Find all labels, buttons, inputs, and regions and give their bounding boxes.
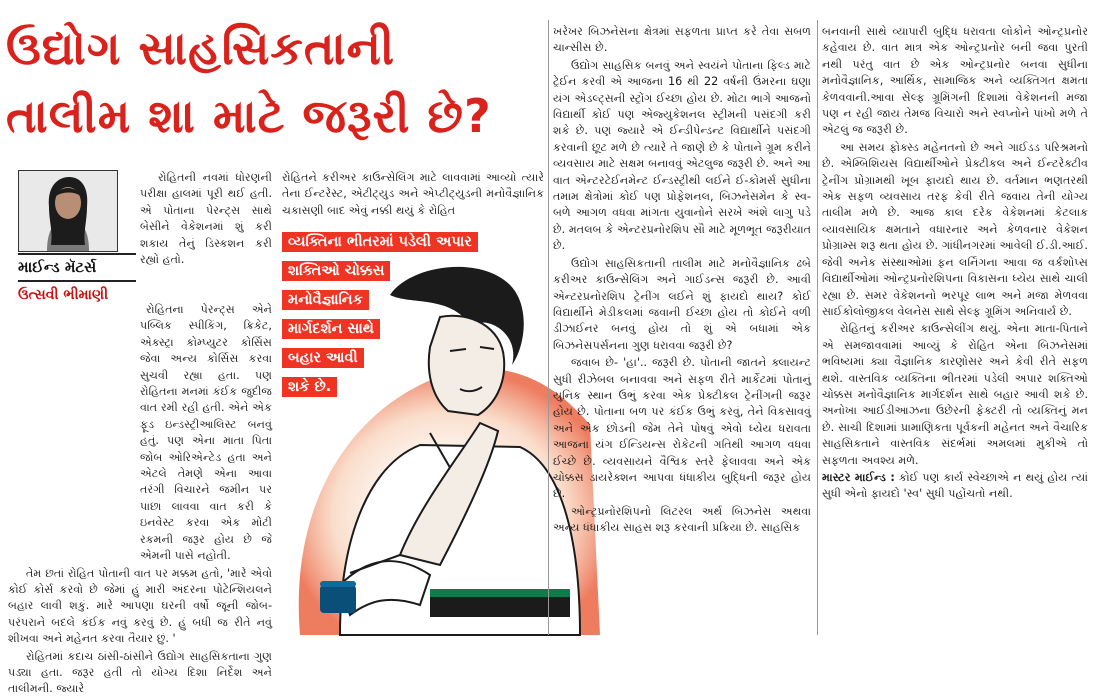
paragraph: રોહિતને કરીઅર કાઉન્સેલિંગ માટે લાવવામાં આવ્યો ત્યારે તેના ઈન્ટરેસ્ટ, એટીટ્યુડ અને એપ્ટીટ્યુડની મનોવૈજ્ઞાનિક ચકાસણી બાદ એવું નક્કી થયું કે રોહિત (282, 171, 544, 217)
paragraph: રોહિતની નવમાં ધોરણની પરીક્ષા હાલમાં પૂરી થઈ હતી. એ પોતાના પેરન્ટ્સ સાથે બેસીને વેકેશનમાં શું કરી શકાય તેનું ડિસ્કશન કરી રહ્યો હતો. (140, 171, 272, 267)
column-divider (548, 20, 549, 635)
column-4 (822, 24, 1088, 636)
footer-label: માસ્ટર માઈન્ડ : (822, 470, 895, 484)
headline (6, 14, 551, 150)
author-rule-mid (18, 280, 136, 282)
paragraph: બનવાની સાથે વ્યાપારી બુદ્ધિ ધરાવતા લોકોને ઓન્ટ્રપ્રનોર કહેવાય છે. વાત માત્ર એક ઓન્ટ્રપ્રનોર બની જવા પુરતી નથી પરંતુ વાત છે એક ઓન્ટ્રપ્રનોર બનવા સુધીના મનોવૈજ્ઞાનિક, આર્થિક, સામાજિક અને વ્યક્તિગત ક્ષમતા કેળવવાની.આવા સેલ્ફ ગ્રૂમિંગની દિશામાં વેકેશનની મજા પણ ન રહી જાય તેમજ વિચારો અને સ્વપ્નોને પાંખો મળે તે એટલું જ જરૂરી છે. (822, 25, 1088, 137)
pull-quote-line: શકે છે. (282, 377, 337, 397)
author-name: ઉત્સવી ભીમાણી (18, 287, 109, 303)
pull-quote-line: વ્યક્તિના ભીતરમાં પડેલી અપાર (282, 232, 478, 252)
column-divider (817, 20, 818, 635)
pull-quote (282, 228, 550, 402)
paragraph: જવાબ છે- 'હા'.. જરૂરી છે. પોતાની જાતને ક્લાયન્ટ સુધી રીઝેબલ બનાવવા અને સફળ રીતે માર્કેટમાં પોતાનું યુનિક સ્થાન ઉભું કરવા એક પ્રેક્ટીકલ ટ્રેનીંગની જરૂર હોય છે. પોતાના બળ પર કંઈક ઉભું કરવું, તેને વિકસાવવું અને એક છોડની જેમ તેને પોષવું એવો ધ્યેય ધરાવતા આજના યંગ ઈન્ડિયન્સ રોકેટની ગતિથી આગળ વધવા ઈચ્છે છે. વ્યવસાયને વૈશ્વિક સ્તરે ફેલાવવા અને એક ચોક્કસ ડાયરેક્શન આપવા ધંધાકીય બુદ્ધિની જરૂર હોય છે. (553, 356, 811, 501)
paragraph: રોહિતના પેરન્ટ્સ એને પબ્લિક સ્પીકિંગ, ક્રિકેટ, એક્સ્ટ્રા કોમ્પ્યુટર કોર્સિસ જેવા અન્ય કોર્સિસ કરવા સુચવી રહ્યા હતા. પણ રોહિતના મનમાં કંઈક જુદીજ વાત રમી રહી હતી. એને એક ફૂડ ઇન્ડસ્ટ્રીઆલિસ્ટ બનવું હતું. પણ એના માતા પિતા જોબ ઓરિએન્ટેડ હતા અને એટલે તેમણે એના આવા તરંગી વિચારને જમીન પર પાછા લાવવા વાત કરી કે ઇનવેસ્ટ કરવા એક મોટી રકમની જરૂર હોય છે જે એમની પાસે નહોતી. (140, 303, 272, 563)
footer-text: કોઈ પણ કાર્ય સ્વેચ્છાએ ન થયું હોય ત્યાં સુધી એનો ફાયદો 'સ્વ' સુધી પહોંચતો નથી. (822, 470, 1089, 501)
pull-quote-line: શક્તિઓ ચોક્કસ (282, 261, 390, 281)
author-portrait-image (19, 171, 117, 251)
column-3 (553, 24, 811, 636)
pull-quote-line: બહાર આવી (282, 348, 364, 368)
paragraph: રોહિતમાં કદાચ ઠાંસી-ઠાંસીને ઉદ્યોગ સાહસિકતાના ગુણ પડ્યા હતા. જરૂર હતી તો યોગ્ય દિશા નિર્દેશ અને તાલીમની. જ્યારે (8, 649, 272, 696)
paragraph: તેમ છતાં રોહિત પોતાની વાત પર મક્કમ હતો, 'મારે એવો કોઈ કોર્સ કરવો છે જેમાં હું મારી અંદરના પોટેન્શિયલને બહાર લાવી શકું. મારે આપણા ઘરની વર્ષો જૂની જોબ-પરંપરાને બદલે કંઈક નવું કરવું છે. હું બધી જ રીતે નવું શીખવા અને મહેનત કરવા તૈયાર છું. ' (8, 566, 272, 646)
author-photo (18, 170, 118, 252)
column-1-beside-photo (140, 170, 272, 267)
paragraph: ઉદ્યોગ સાહસિક બનવું અને સ્વયંને પોતાના ફિલ્ડ માટે ટ્રેઈન કરવી એ આજના 16 થી 22 વર્ષની ઉંમરના ઘણા યંગ એડલ્ટ્સની સ્ટ્રોંગ ઈચ્છા હોય છે. મોટા ભાગે આજનો વિદ્યાર્થી કોઈ પણ એજ્યુકેશનલ સ્ટ્રીમની પસંદગી કરી શકે છે. પણ જ્યારે એ ઈન્ડીપેન્ડન્ટ વિદ્યાર્થીને પસંદગી કરવાની છૂટ મળે છે ત્યારે તે જાણે છે કે પોતાને ગ્રૂમ કરીને વ્યવસાય માટે સક્ષમ બનાવવું એટલુજ જરૂરી છે. અને આ વાત એન્ટરટેઈનમેન્ટ ઈન્ડસ્ટ્રીથી લઈને ઈ-કોમર્સ સુધીના તમામ ક્ષેત્રોમાં કોઈ પણ પ્રોફેશનલ, બિઝનેસમેન કે સ્વ-બળે આગળ વધવા માંગતા યુવાનોને સરખે અંશે લાગુ પડે છે. મતલબ કે એન્ટરપ્રનોરશિપ સૌ માટે મૂળભૂત જરૂરીયાત છે. (553, 58, 811, 253)
column-2-top (282, 170, 544, 222)
pull-quote-line: મનોવૈજ્ઞાનિક (282, 290, 369, 310)
paragraph: રોહિતનું કરીઅર કાઉન્સેલીંગ થયું. એના માતા-પિતાને એ સમજાવવામાં આવ્યું કે રોહિત એના બિઝનેસમાં ભવિષ્યમાં ક્યા વૈજ્ઞાનિક કારણોસર અને કેવી રીતે સફળ થશે. વાસ્તવિક વ્યક્તિના ભીતરમાં પડેલી અપાર શક્તિઓ ચોક્કસ મનોવૈજ્ઞાનિક માર્ગદર્શન સાથે બહાર આવી શકે છે. અનોખા આઈડીઆઝના ઉછેરની ફેક્ટરી તો વ્યક્તિનું મન છે. સાચી દિશામાં પ્રામાણિકતા પૂર્વકની મહેનત અને વૈચારિક સાહસિકતાને વાસ્તવિક સંદર્ભમાં અમલમાં મુકીએ તો સફળતા અવશ્ય મળે. (822, 322, 1088, 467)
pull-quote-line: માર્ગદર્શન સાથે (282, 319, 380, 339)
paragraph: ઉદ્યોગ સાહસિકતાની તાલીમ માટે મનોવૈજ્ઞાનિક ઢબે કરીઅર કાઉન્સેલિંગ અને ગાઈડન્સ જરૂરી છે. આવી એન્ટરપ્રનોરશિપ ટ્રેનીંગ લઈને શું ફાયદો થાય? કોઈ વિદ્યાર્થીને મેડીકલમાં જવાની ઈચ્છા હોય તો કોઈને વળી ડીઝાઈનર બનવું હોય તો શું એ બધામાં એક બિઝનેસપર્સનના ગુણ ધરાવવા જરૂરી છે? (553, 256, 811, 352)
paragraph: આ સમય ફોક્સ્ડ મહેનતનો છે અને ગાઈડડ પરિશ્રમનો છે. એમ્બિશિયસ વિદ્યાર્થીઓને પ્રેક્ટીકલ અને ઈન્ટરેક્ટીવ ટ્રેનીંગ પ્રોગ્રામથી ખૂબ ફાયદો થાય છે. વર્તમાન ભણતરથી એક સફળ વ્યવસાય તરફ કેવી રીતે જવાય તેની યોગ્ય તાલીમ મળે છે. આજ કાલ દરેક વેકેશનમાં કેટલાક વ્યાવસાયિક ક્ષમતાને વધારનાર અને કેળવનાર વેકેશન પ્રોગ્રામ્સ શરૂ થતા હોય છે. ગાંધીનગરમાં આવેલી ઈ.ડી.આઈ. જેવી અનેક સંસ્થાઓમાં ફન લર્નિંગના આવા જ વર્કશોપ્સ વિદ્યાર્થીઓમાં ઓન્ટ્રપ્રનોરશિપના વિકાસના ધ્યેય સાથે ચાલી રહ્યા છે. સમર વેકેશનનો ભરપૂર લાભ અને મજા મેળવવા સાઈકોલોજીકલ વેલનેસ સાથે સેલ્ફ ગ્રૂમિંગ અનિવાર્ય છે. (822, 140, 1088, 318)
author-rule-top (18, 253, 136, 255)
headline-line-1: ઉદ્યોગ સાહસિકતાની (6, 21, 396, 75)
paragraph: ઓન્ટ્રપ્રનોરશિપનો લિટરલ અર્થ બિઝનેસ અથવા અન્ય ધંધાકીય સાહસ શરૂ કરવાની પ્રક્રિયા છે. સાહસિક (553, 504, 811, 535)
headline-line-2: તાલીમ શા માટે જરૂરી છે? (6, 89, 492, 143)
column-1 (8, 302, 272, 696)
footer-note (822, 470, 1088, 503)
paragraph: ખરેખર બિઝનેસના ક્ષેત્રમાં સફળતા પ્રાપ્ત કરે તેવા સબળ ચાન્સીસ છે. (553, 25, 811, 55)
column-name: માઈન્ડ મૅટર્સ (18, 258, 97, 276)
